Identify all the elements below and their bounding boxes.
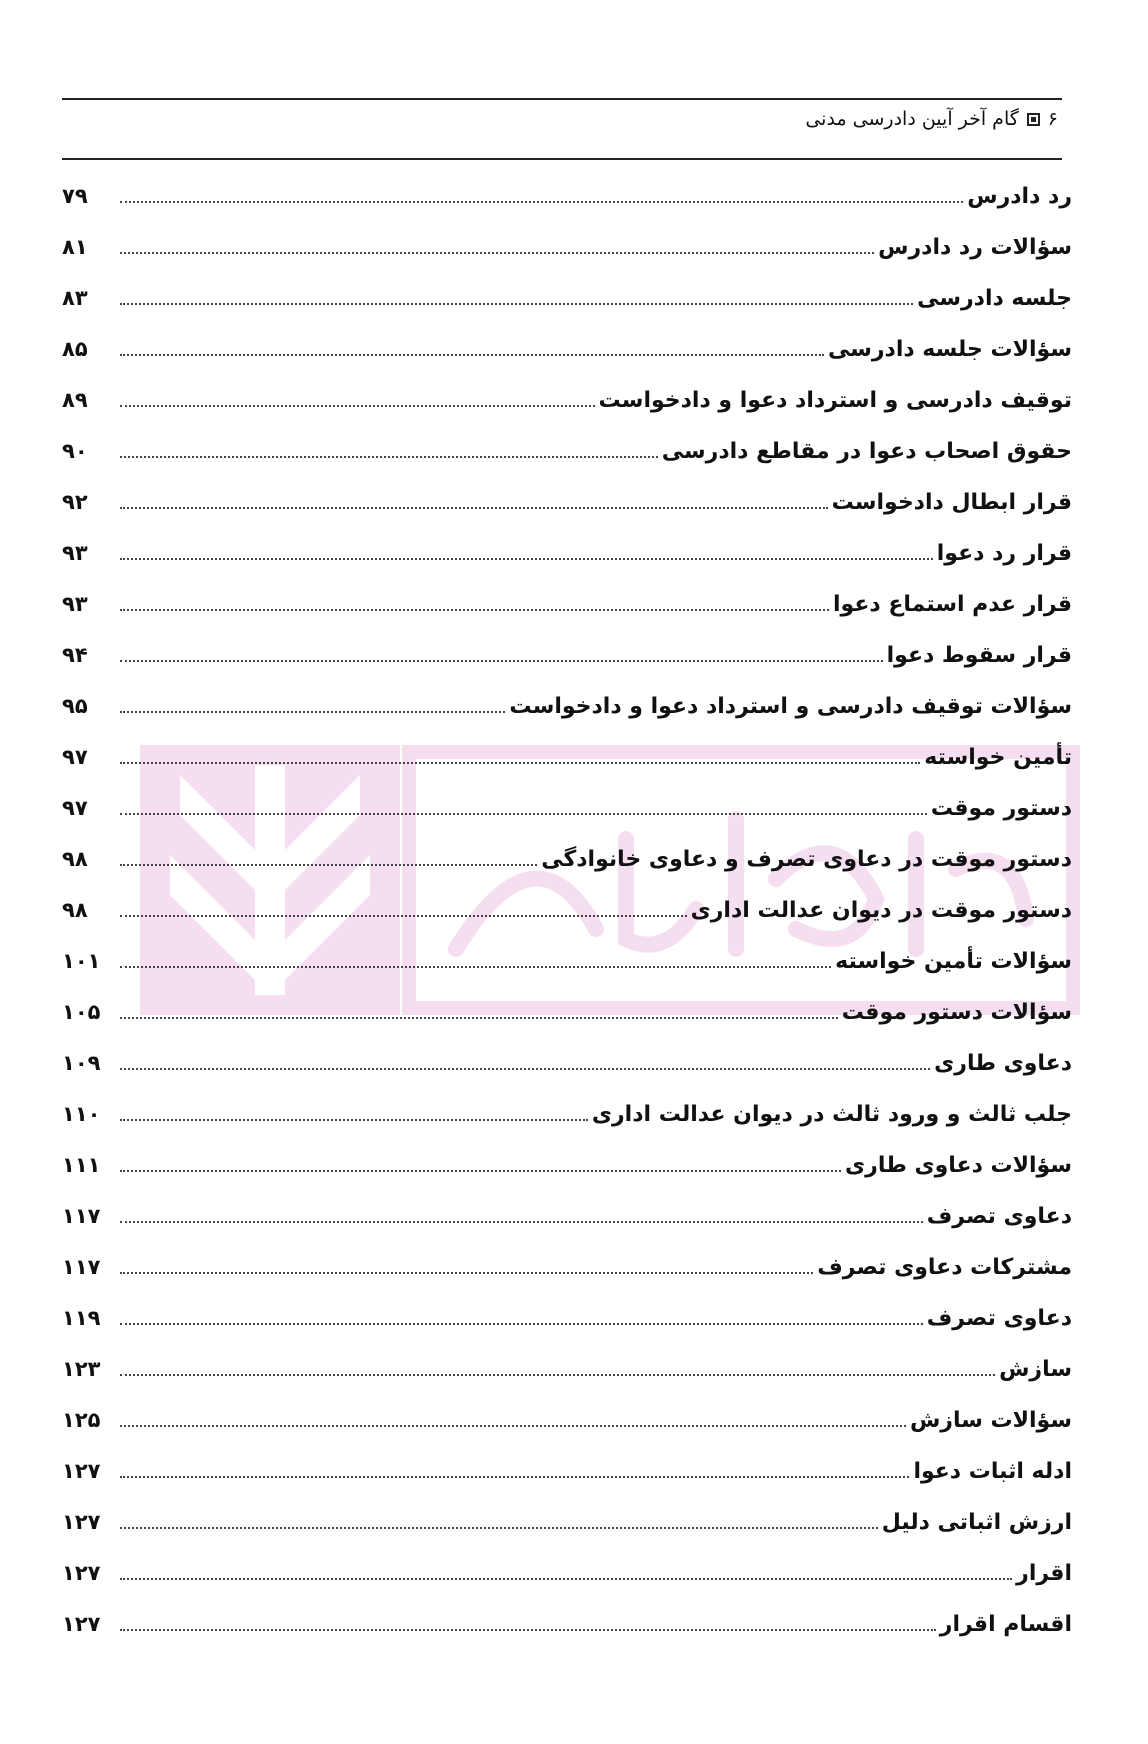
toc-entry-page-number: ۷۹ [62, 184, 88, 208]
toc-entry-title: سازش [999, 1357, 1072, 1382]
toc-dot-leader [120, 1526, 878, 1529]
toc-entry-page-number: ۹۰ [62, 439, 88, 463]
toc-entry-title: قرار سقوط دعوا [886, 643, 1072, 668]
toc-entry-title: ادله اثبات دعوا [913, 1459, 1072, 1484]
toc-dot-leader [120, 1220, 923, 1223]
toc-entry-title: سؤالات تأمین خواسته [835, 949, 1072, 974]
toc-dot-leader [120, 1169, 841, 1172]
toc-entry-page-number: ۸۹ [62, 388, 88, 412]
toc-dot-leader [120, 1016, 838, 1019]
toc-entry-title: دعاوی تصرف [926, 1306, 1072, 1331]
toc-entry-title: حقوق اصحاب دعوا در مقاطع دادرسی [661, 439, 1072, 464]
toc-entry [62, 847, 1072, 898]
toc-entry-page-number: ۱۱۹ [62, 1306, 101, 1330]
toc-dot-leader [120, 200, 963, 203]
toc-dot-leader [120, 1424, 906, 1427]
toc-entry-title: مشترکات دعاوی تصرف [817, 1255, 1072, 1280]
toc-dot-leader [120, 251, 874, 254]
toc-entry-page-number: ۸۵ [62, 337, 88, 361]
toc-entry-title: سؤالات سازش [909, 1408, 1072, 1433]
toc-dot-leader [120, 812, 927, 815]
toc-entry-page-number: ۱۲۵ [62, 1408, 101, 1432]
toc-entry-title: سؤالات جلسه دادرسی [827, 337, 1072, 362]
toc-entry-title: دستور موقت در دیوان عدالت اداری [690, 898, 1072, 923]
toc-entry-page-number: ۹۴ [62, 643, 88, 667]
toc-entry [62, 1510, 1072, 1561]
toc-entry-page-number: ۱۲۳ [62, 1357, 101, 1381]
toc-dot-leader [120, 557, 933, 560]
header-content [805, 108, 1058, 130]
toc-entry-page-number: ۹۲ [62, 490, 88, 514]
toc-entry-page-number: ۱۱۰ [62, 1102, 101, 1126]
header-book-title: گام آخر آیین دادرسی مدنی [805, 108, 1019, 130]
toc-dot-leader [120, 506, 828, 509]
toc-entry-title: سؤالات دستور موقت [841, 1000, 1072, 1025]
toc-entry [62, 1051, 1072, 1102]
toc-dot-leader [120, 353, 824, 356]
toc-entry-title: جلب ثالث و ورود ثالث در دیوان عدالت اداری [591, 1102, 1072, 1127]
toc-dot-leader [120, 863, 537, 866]
toc-entry-title: ارزش اثباتی دلیل [881, 1510, 1072, 1535]
toc-entry-title: اقسام اقرار [939, 1612, 1072, 1637]
toc-dot-leader [120, 761, 920, 764]
toc-entry [62, 541, 1072, 592]
toc-entry-page-number: ۸۳ [62, 286, 88, 310]
toc-entry-page-number: ۱۱۱ [62, 1153, 101, 1177]
toc-entry [62, 1000, 1072, 1051]
toc-dot-leader [120, 659, 883, 662]
toc-dot-leader [120, 1628, 936, 1631]
toc-dot-leader [120, 1322, 923, 1325]
toc-entry-page-number: ۹۵ [62, 694, 88, 718]
toc-entry-title: قرار عدم استماع دعوا [833, 592, 1072, 617]
toc-entry [62, 643, 1072, 694]
toc-entry-title: قرار ابطال دادخواست [831, 490, 1072, 515]
toc-entry-title: تأمین خواسته [924, 745, 1072, 770]
toc-entry-title: دستور موقت [930, 796, 1072, 821]
toc-entry [62, 898, 1072, 949]
toc-entry-page-number: ۱۰۹ [62, 1051, 101, 1075]
toc-entry [62, 439, 1072, 490]
toc-entry-title: قرار رد دعوا [936, 541, 1072, 566]
running-header [62, 98, 1062, 160]
toc-entry-title: دستور موقت در دعاوی تصرف و دعاوی خانوادگی [541, 847, 1072, 872]
toc-entry [62, 286, 1072, 337]
toc-entry-page-number: ۹۳ [62, 541, 88, 565]
toc-entry-page-number: ۱۰۱ [62, 949, 101, 973]
toc-entry [62, 337, 1072, 388]
toc-entry-page-number: ۱۲۷ [62, 1459, 101, 1483]
toc-dot-leader [120, 1577, 1012, 1580]
toc-entry [62, 592, 1072, 643]
toc-entry [62, 796, 1072, 847]
toc-entry-title: اقرار [1016, 1561, 1072, 1586]
toc-entry-page-number: ۹۷ [62, 745, 88, 769]
toc-entry [62, 1255, 1072, 1306]
toc-entry-title: سؤالات توقیف دادرسی و استرداد دعوا و دادخواست [509, 694, 1072, 719]
toc-entry-page-number: ۹۷ [62, 796, 88, 820]
toc-entry-title: رد دادرس [967, 184, 1072, 209]
toc-entry [62, 745, 1072, 796]
toc-entry [62, 949, 1072, 1000]
toc-entry-title: سؤالات دعاوی طاری [844, 1153, 1072, 1178]
toc-entry [62, 1459, 1072, 1510]
toc-dot-leader [120, 965, 831, 968]
toc-entry [62, 1408, 1072, 1459]
toc-entry-page-number: ۱۲۷ [62, 1561, 101, 1585]
toc-dot-leader [120, 1475, 909, 1478]
toc-dot-leader [120, 455, 658, 458]
toc-dot-leader [120, 914, 687, 917]
toc-entry [62, 694, 1072, 745]
toc-entry-title: جلسه دادرسی [917, 286, 1072, 311]
toc-entry [62, 490, 1072, 541]
toc-entry-title: توقیف دادرسی و استرداد دعوا و دادخواست [598, 388, 1072, 413]
toc-entry-page-number: ۱۱۷ [62, 1255, 101, 1279]
toc-dot-leader [120, 1118, 588, 1121]
toc-entry-page-number: ۱۰۵ [62, 1000, 101, 1024]
toc-entry [62, 1204, 1072, 1255]
toc-entry [62, 1561, 1072, 1612]
toc-entry-page-number: ۱۲۷ [62, 1612, 101, 1636]
square-bullet-icon [1027, 113, 1040, 126]
table-of-contents [62, 184, 1072, 1663]
toc-entry [62, 388, 1072, 439]
toc-dot-leader [120, 1373, 995, 1376]
toc-entry-page-number: ۹۳ [62, 592, 88, 616]
toc-dot-leader [120, 608, 829, 611]
toc-entry-title: دعاوی تصرف [926, 1204, 1072, 1229]
toc-entry [62, 1306, 1072, 1357]
toc-entry [62, 1612, 1072, 1663]
toc-dot-leader [120, 1067, 930, 1070]
toc-entry [62, 1153, 1072, 1204]
toc-entry [62, 235, 1072, 286]
toc-entry [62, 184, 1072, 235]
toc-entry-title: سؤالات رد دادرس [878, 235, 1072, 260]
toc-dot-leader [120, 710, 505, 713]
toc-dot-leader [120, 1271, 813, 1274]
toc-entry-page-number: ۹۸ [62, 847, 88, 871]
header-page-number: ۶ [1047, 108, 1058, 130]
toc-entry-page-number: ۹۸ [62, 898, 88, 922]
toc-entry-page-number: ۱۱۷ [62, 1204, 101, 1228]
toc-dot-leader [120, 404, 595, 407]
toc-entry-title: دعاوی طاری [934, 1051, 1072, 1076]
toc-entry-page-number: ۱۲۷ [62, 1510, 101, 1534]
toc-entry [62, 1357, 1072, 1408]
toc-dot-leader [120, 302, 913, 305]
toc-entry-page-number: ۸۱ [62, 235, 88, 259]
toc-entry [62, 1102, 1072, 1153]
